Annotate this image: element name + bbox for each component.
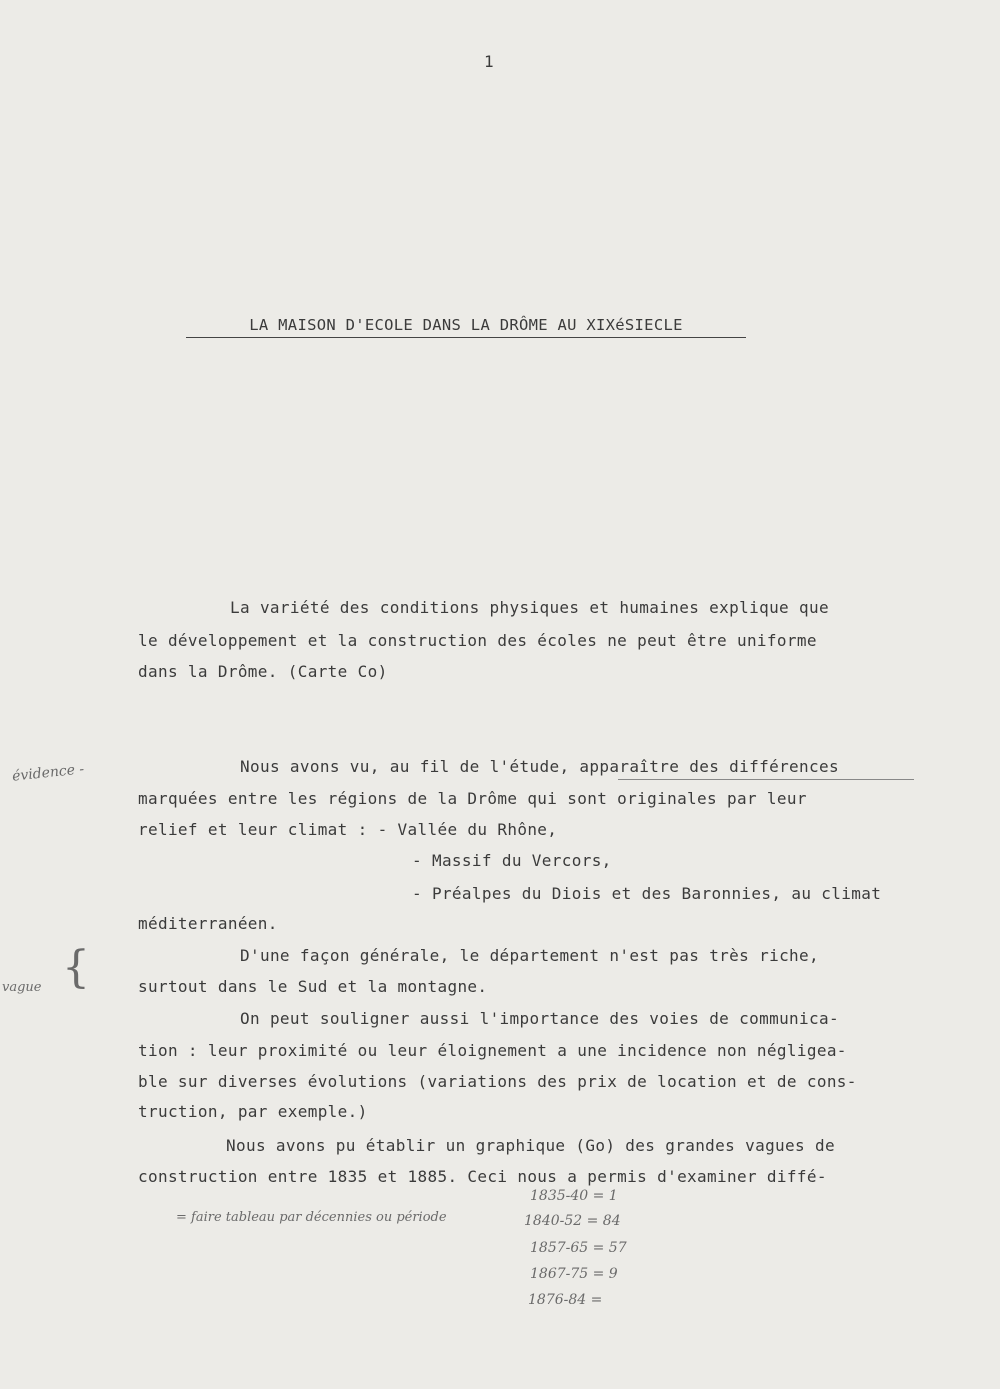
- handwritten-table-row: 1857-65 = 57: [530, 1240, 627, 1256]
- phrase-underline: [618, 779, 914, 780]
- handwritten-table-row: 1876-84 =: [528, 1292, 603, 1308]
- body-line: construction entre 1835 et 1885. Ceci nous a permis d'examiner diffé-: [138, 1167, 827, 1186]
- handwritten-table-row: 1840-52 = 84: [524, 1213, 621, 1229]
- body-line: tion : leur proximité ou leur éloignement a une incidence non négligea-: [138, 1041, 847, 1060]
- body-line: dans la Drôme. (Carte Co): [138, 662, 388, 681]
- margin-brace: {: [62, 942, 90, 993]
- handwritten-note: = faire tableau par décennies ou période: [176, 1210, 447, 1225]
- body-line: le développement et la construction des écoles ne peut être uniforme: [138, 631, 817, 650]
- body-line: Nous avons pu établir un graphique (Go) des grandes vagues de: [226, 1136, 835, 1155]
- body-line: méditerranéen.: [138, 914, 278, 933]
- body-line: La variété des conditions physiques et humaines explique que: [230, 598, 829, 617]
- body-line-underlined: [240, 757, 839, 776]
- body-line: Nous avons vu, au fil de l'étude, apparaître des différences: [240, 757, 839, 776]
- body-line: truction, par exemple.): [138, 1102, 368, 1121]
- body-line: - Préalpes du Diois et des Baronnies, au climat: [412, 884, 882, 903]
- body-line: ble sur diverses évolutions (variations des prix de location et de cons-: [138, 1072, 857, 1091]
- document-title: LA MAISON D'ECOLE DANS LA DRÔME AU XIXéSIECLE: [249, 316, 683, 334]
- body-line: - Massif du Vercors,: [412, 851, 612, 870]
- handwritten-table-row: 1835-40 = 1: [530, 1188, 618, 1204]
- margin-note-vague: vague: [2, 980, 42, 995]
- margin-note-evidence: évidence -: [11, 761, 85, 785]
- body-line: D'une façon générale, le département n'est pas très riche,: [240, 946, 820, 965]
- body-line: marquées entre les régions de la Drôme qui sont originales par leur: [138, 789, 807, 808]
- handwritten-table-row: 1867-75 = 9: [530, 1266, 618, 1282]
- body-line: surtout dans le Sud et la montagne.: [138, 977, 488, 996]
- body-line: relief et leur climat : - Vallée du Rhône,: [138, 820, 558, 839]
- page-number: 1: [484, 52, 494, 71]
- body-line: On peut souligner aussi l'importance des voies de communica-: [240, 1009, 839, 1028]
- title-underline: [186, 337, 746, 338]
